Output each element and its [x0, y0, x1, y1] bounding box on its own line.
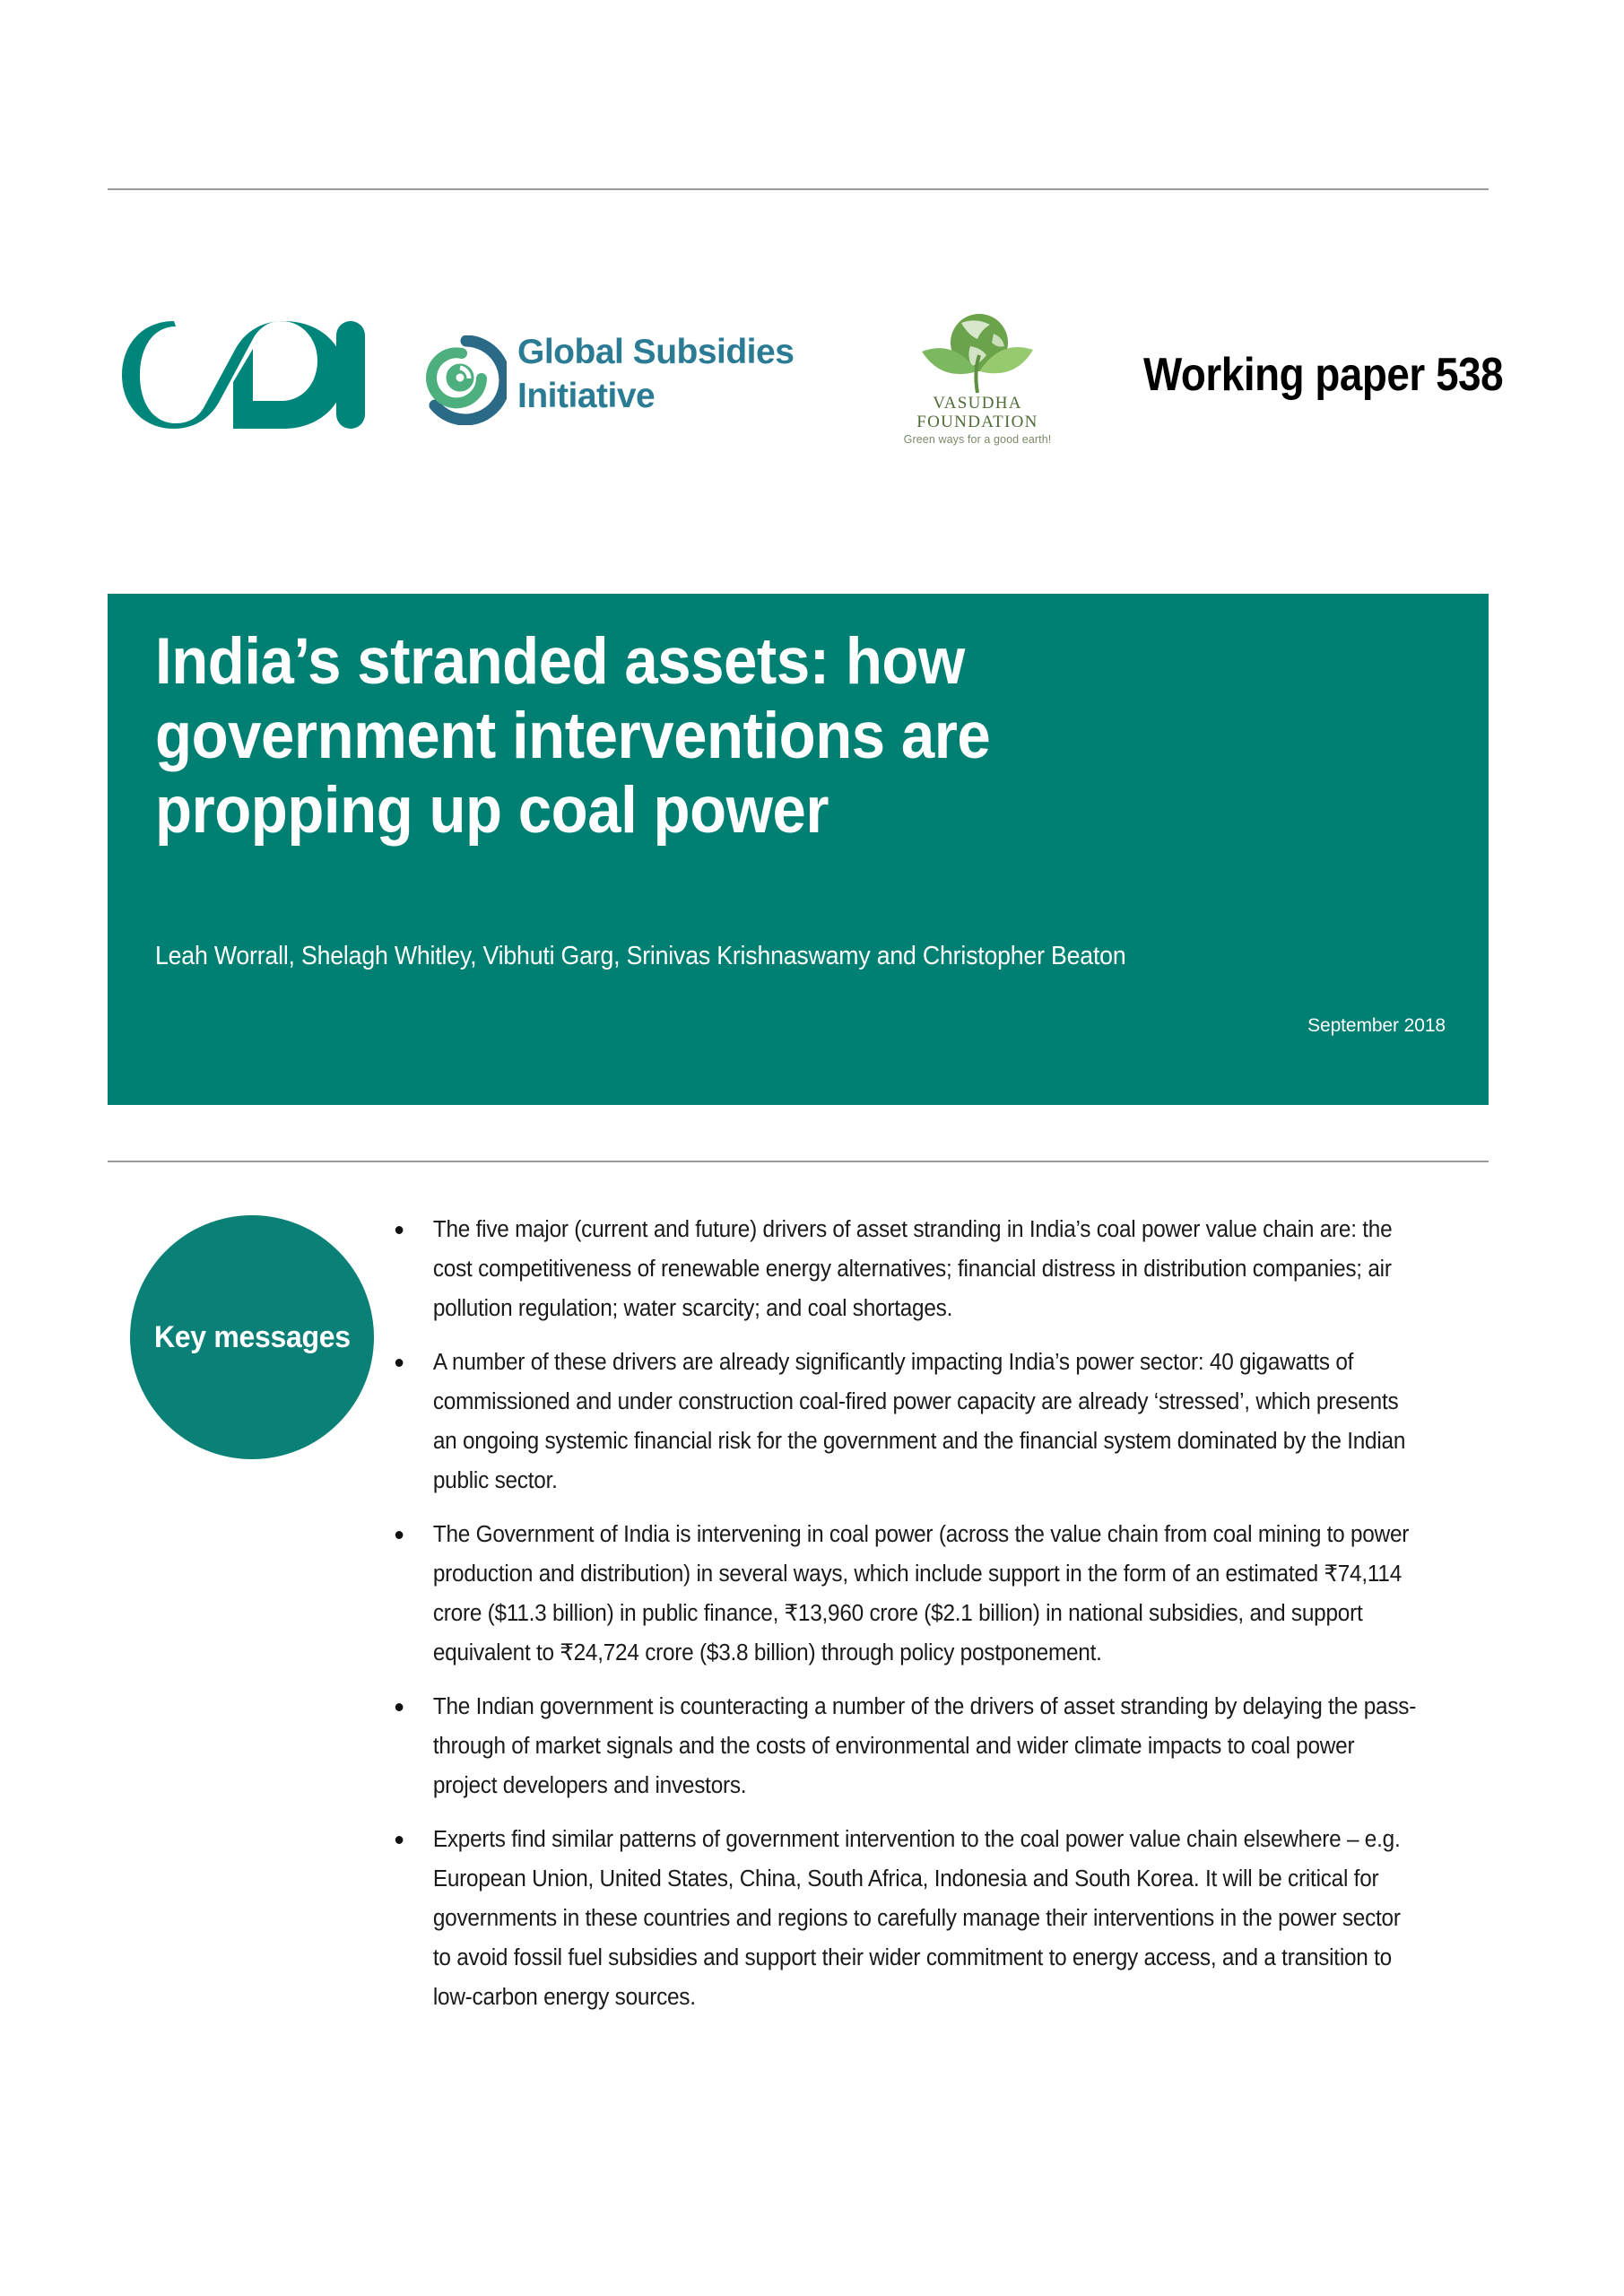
gsi-wordmark	[517, 330, 794, 418]
authors-line: Leah Worrall, Shelagh Whitley, Vibhuti Garg, Srinivas Krishnaswamy and Christopher Beaton	[155, 942, 1126, 970]
list-item: The five major (current and future) drivers of asset stranding in India’s coal power value chain are: the cost competitiveness of renewable energy alternatives; financial distress in distribution companies; air pollution regulation; water scarcity; and coal shortages.	[392, 1210, 1424, 1328]
odi-logo-icon	[118, 316, 369, 432]
vasudha-tagline: Green ways for a good earth!	[903, 433, 1052, 446]
header-divider	[108, 188, 1489, 190]
vasudha-name-line1: VASUDHA	[933, 394, 1022, 413]
list-item: Experts find similar patterns of government intervention to the coal power value chain elsewhere – e.g. European Union, United States, China, South Africa, Indonesia and South Korea. It will be critical for governments in these countries and regions to carefully manage their interventions in the power sector to avoid fossil fuel subsidies and support their wider commitment to energy access, and a transition to low-carbon energy sources.	[392, 1820, 1424, 2017]
key-messages-badge	[130, 1215, 374, 1459]
gsi-logo	[417, 325, 856, 437]
key-messages-divider	[108, 1161, 1489, 1162]
publication-date: September 2018	[1307, 1015, 1446, 1036]
logo-row	[108, 305, 1504, 457]
working-paper-label: Working paper 538	[1143, 349, 1504, 401]
list-item: The Government of India is intervening in coal power (across the value chain from coal mining to power production and distribution) in several ways, which include support in the form of an estimated ₹74,114 crore ($11.3 billion) in public finance, ₹13,960 crore ($2.1 billion) in national subsidies, and support equivalent to ₹24,724 crore ($3.8 billion) through policy postponement.	[392, 1515, 1424, 1673]
globe-leaves-icon	[915, 310, 1040, 396]
vasudha-name-line2: FOUNDATION	[916, 413, 1038, 431]
gsi-wordmark-line2: Initiative	[517, 377, 656, 415]
gsi-swirl-icon	[417, 335, 507, 425]
list-item: A number of these drivers are already significantly impacting India’s power sector: 40 gigawatts of commissioned and under construction coal-fired power capacity are already ‘stressed’, which presents an ongoing systemic financial risk for the government and the financial system dominated by the Indian public sector.	[392, 1343, 1424, 1500]
title-block	[108, 594, 1489, 1105]
vasudha-logo	[897, 310, 1058, 454]
key-messages-badge-label: Key messages	[153, 1319, 351, 1354]
key-messages-list	[392, 1210, 1472, 2031]
gsi-wordmark-line1: Global Subsidies	[517, 333, 795, 371]
page-title: India’s stranded assets: how government interventions are propping up coal power	[155, 625, 991, 847]
vasudha-name	[897, 394, 1058, 431]
list-item: The Indian government is counteracting a number of the drivers of asset stranding by delaying the pass-through of market signals and the costs of environmental and wider climate impacts to coal power project developers and investors.	[392, 1687, 1424, 1805]
